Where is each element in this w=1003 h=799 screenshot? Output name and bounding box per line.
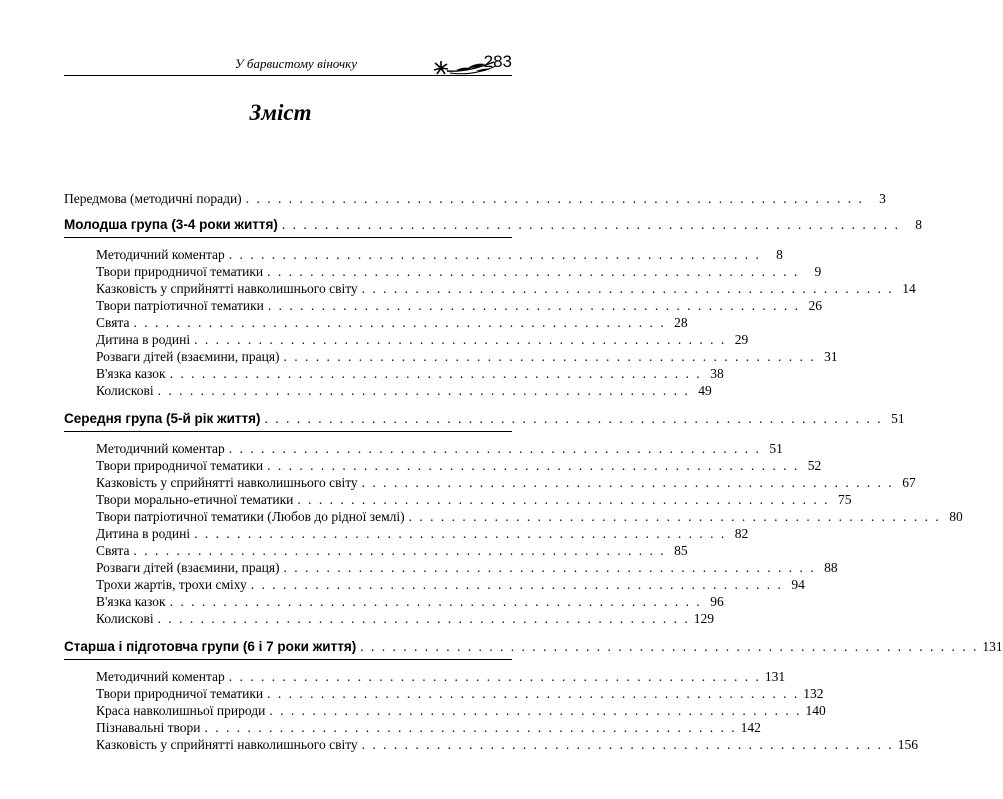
toc-entry-label: Колискові	[96, 611, 154, 626]
dot-leader: . . . . . . . . . . . . . . . . . . . . . . . . . . . . . . . . . . . . . . . . . . . . . . . . . .	[283, 349, 816, 364]
toc-entry-page: 67	[902, 475, 916, 490]
dot-leader: . . . . . . . . . . . . . . . . . . . . . . . . . . . . . . . . . . . . . . . . . . . . . . . . . .	[169, 594, 702, 609]
toc-entry[interactable]	[64, 525, 749, 542]
dot-leader: . . . . . . . . . . . . . . . . . . . . . . . . . . . . . . . . . . . . . . . . . . . . . . . . . .	[169, 366, 702, 381]
toc-entry-label: Передмова (методичні поради)	[64, 191, 242, 206]
dot-leader: . . . . . . . . . . . . . . . . . . . . . . . . . . . . . . . . . . . . . . . . . . . . . . . . . . . . . . . . . .	[360, 639, 979, 654]
toc-section-label: Старша і підготовча групи (6 і 7 роки життя)	[64, 639, 357, 654]
toc-entry-label: Твори морально-етичної тематики	[96, 492, 294, 507]
toc-section-label: Молодша група (3-4 роки життя)	[64, 217, 278, 232]
toc-entry[interactable]	[64, 382, 712, 399]
dot-leader: . . . . . . . . . . . . . . . . . . . . . . . . . . . . . . . . . . . . . . . . . . . . . . . . . .	[157, 611, 690, 626]
toc-entry-page: 26	[808, 298, 822, 313]
toc-entry-label: Розваги дітей (взаємини, праця)	[96, 560, 280, 575]
toc-entry[interactable]	[64, 365, 724, 382]
toc-entry[interactable]	[64, 457, 822, 474]
toc-entry-label: Твори природничої тематики	[96, 686, 264, 701]
toc-entry[interactable]	[64, 263, 822, 280]
toc-entry-label: Методичний коментар	[96, 441, 225, 456]
toc-section-heading[interactable]	[64, 637, 1003, 657]
toc-entry-page: 52	[807, 458, 822, 473]
toc-entry-label: В'язка казок	[96, 594, 166, 609]
toc-entry-page: 131	[764, 669, 786, 684]
dot-leader: . . . . . . . . . . . . . . . . . . . . . . . . . . . . . . . . . . . . . . . . . . . . . . . . . .	[133, 543, 666, 558]
dot-leader: . . . . . . . . . . . . . . . . . . . . . . . . . . . . . . . . . . . . . . . . . . . . . . . . . . . . . . . . . .	[281, 217, 900, 232]
toc-entry-label: Твори природничої тематики	[96, 264, 264, 279]
toc-entry-label: Методичний коментар	[96, 669, 225, 684]
toc-entry-label: Дитина в родині	[96, 526, 191, 541]
toc-entry[interactable]	[64, 702, 826, 719]
dot-leader: . . . . . . . . . . . . . . . . . . . . . . . . . . . . . . . . . . . . . . . . . . . . . . . . . .	[283, 560, 816, 575]
toc-section-page: 8	[915, 217, 922, 232]
dot-leader: . . . . . . . . . . . . . . . . . . . . . . . . . . . . . . . . . . . . . . . . . . . . . . . . . .	[361, 281, 894, 296]
dot-leader: . . . . . . . . . . . . . . . . . . . . . . . . . . . . . . . . . . . . . . . . . . . . . . . . . .	[267, 298, 800, 313]
toc-entry[interactable]	[64, 246, 783, 263]
toc-entry[interactable]	[64, 348, 838, 365]
toc-entry-label: Свята	[96, 315, 130, 330]
toc-entry-page: 132	[803, 686, 824, 701]
dot-leader: . . . . . . . . . . . . . . . . . . . . . . . . . . . . . . . . . . . . . . . . . . . . . . . . . .	[267, 686, 800, 701]
toc-entry[interactable]	[64, 314, 688, 331]
toc-entry-label: Розваги дітей (взаємини, праця)	[96, 349, 280, 364]
toc-entry[interactable]	[64, 474, 916, 491]
toc-entry-label: Казковість у сприйнятті навколишнього світу	[96, 475, 358, 490]
toc-entry[interactable]	[64, 736, 919, 753]
dot-leader: . . . . . . . . . . . . . . . . . . . . . . . . . . . . . . . . . . . . . . . . . . . . . . . . . .	[133, 315, 666, 330]
dot-leader: . . . . . . . . . . . . . . . . . . . . . . . . . . . . . . . . . . . . . . . . . . . . . . . . . .	[157, 383, 690, 398]
toc-entry-page: 140	[805, 703, 826, 718]
toc-entry-label: Краса навколишньої природи	[96, 703, 266, 718]
toc-entry[interactable]	[64, 685, 824, 702]
toc-entry-label: Методичний коментар	[96, 247, 225, 262]
toc-entry-page: 75	[838, 492, 852, 507]
dot-leader: . . . . . . . . . . . . . . . . . . . . . . . . . . . . . . . . . . . . . . . . . . . . . . . . . .	[250, 577, 783, 592]
toc-section-heading[interactable]	[64, 409, 905, 429]
toc-entry-page: 94	[791, 577, 805, 592]
toc-section-label: Середня група (5-й рік життя)	[64, 411, 261, 426]
running-header	[64, 52, 512, 80]
toc-entry-page: 142	[740, 720, 761, 735]
toc-entry[interactable]	[64, 491, 852, 508]
toc-entry-page: 14	[902, 281, 916, 296]
dot-leader: . . . . . . . . . . . . . . . . . . . . . . . . . . . . . . . . . . . . . . . . . . . . . . . . . .	[228, 669, 761, 684]
toc-entry-page: 85	[674, 543, 688, 558]
toc-entry[interactable]	[64, 610, 714, 627]
toc-entry-page: 8	[776, 247, 783, 262]
toc-entry-page: 156	[897, 737, 919, 752]
toc-section-page: 131	[982, 639, 1003, 654]
dot-leader: . . . . . . . . . . . . . . . . . . . . . . . . . . . . . . . . . . . . . . . . . . . . . . . . . .	[297, 492, 830, 507]
toc-entry-page: 3	[879, 191, 886, 206]
dot-leader: . . . . . . . . . . . . . . . . . . . . . . . . . . . . . . . . . . . . . . . . . . . . . . . . . .	[228, 441, 761, 456]
toc-entry-page: 49	[698, 383, 712, 398]
toc-entry-label: Казковість у сприйнятті навколишнього світу	[96, 281, 358, 296]
toc-entry-page: 28	[674, 315, 688, 330]
toc-entry[interactable]	[64, 508, 963, 525]
toc-entry-page: 38	[710, 366, 724, 381]
toc-entry-label: В'язка казок	[96, 366, 166, 381]
toc-entry[interactable]	[64, 542, 688, 559]
dot-leader: . . . . . . . . . . . . . . . . . . . . . . . . . . . . . . . . . . . . . . . . . . . . . . . . . . . . . . . . . .	[264, 411, 883, 426]
toc-entry[interactable]	[64, 280, 916, 297]
toc-entry-label: Твори патріотичної тематики	[96, 298, 264, 313]
dot-leader: . . . . . . . . . . . . . . . . . . . . . . . . . . . . . . . . . . . . . . . . . . . . . . . . . .	[204, 720, 737, 735]
dot-leader: . . . . . . . . . . . . . . . . . . . . . . . . . . . . . . . . . . . . . . . . . . . . . . . . . .	[361, 737, 894, 752]
toc-title: Зміст	[249, 100, 312, 125]
toc-entry-label: Колискові	[96, 383, 154, 398]
toc-entry[interactable]	[64, 440, 783, 457]
toc-entry-label: Казковість у сприйнятті навколишнього світу	[96, 737, 358, 752]
toc-entry-page: 82	[734, 526, 749, 541]
toc-entry-preface[interactable]	[64, 189, 886, 209]
dot-leader: . . . . . . . . . . . . . . . . . . . . . . . . . . . . . . . . . . . . . . . . . . . . . . . . . .	[267, 264, 800, 279]
page-number: 283	[483, 52, 512, 71]
toc-entry-label: Пізнавальні твори	[96, 720, 201, 735]
table-of-contents	[64, 189, 1003, 753]
toc-entry[interactable]	[64, 559, 838, 576]
toc-section-heading[interactable]	[64, 215, 922, 235]
toc-entry-page: 51	[769, 441, 783, 456]
header-rule	[64, 75, 512, 76]
toc-entry-page: 80	[949, 509, 963, 524]
dot-leader: . . . . . . . . . . . . . . . . . . . . . . . . . . . . . . . . . . . . . . . . . . . . . . . . . .	[269, 703, 802, 718]
toc-entry-label: Трохи жартів, трохи сміху	[96, 577, 247, 592]
toc-entry-page: 96	[710, 594, 724, 609]
dot-leader: . . . . . . . . . . . . . . . . . . . . . . . . . . . . . . . . . . . . . . . . . . . . . . . . . .	[194, 526, 727, 541]
toc-entry-label: Свята	[96, 543, 130, 558]
toc-entry[interactable]	[64, 576, 805, 593]
dot-leader: . . . . . . . . . . . . . . . . . . . . . . . . . . . . . . . . . . . . . . . . . . . . . . . . . .	[361, 475, 894, 490]
toc-section-page: 51	[891, 411, 905, 426]
dot-leader: . . . . . . . . . . . . . . . . . . . . . . . . . . . . . . . . . . . . . . . . . . . . . . . . . .	[194, 332, 727, 347]
toc-entry-page: 9	[814, 264, 822, 279]
toc-entry[interactable]	[64, 297, 822, 314]
running-title: У барвистому віночку	[234, 56, 357, 71]
toc-entry-page: 129	[693, 611, 714, 626]
toc-entry-page: 88	[824, 560, 838, 575]
toc-entry-label: Твори природничої тематики	[96, 458, 264, 473]
dot-leader: . . . . . . . . . . . . . . . . . . . . . . . . . . . . . . . . . . . . . . . . . . . . . . . . . . . . . . . . . .	[245, 191, 864, 206]
dot-leader: . . . . . . . . . . . . . . . . . . . . . . . . . . . . . . . . . . . . . . . . . . . . . . . . . .	[228, 247, 761, 262]
toc-entry-page: 29	[734, 332, 749, 347]
toc-entry-label: Твори патріотичної тематики (Любов до рідної землі)	[96, 509, 405, 524]
toc-entry[interactable]	[64, 668, 786, 685]
dot-leader: . . . . . . . . . . . . . . . . . . . . . . . . . . . . . . . . . . . . . . . . . . . . . . . . . .	[408, 509, 941, 524]
toc-entry[interactable]	[64, 331, 749, 348]
toc-entry[interactable]	[64, 593, 724, 610]
dot-leader: . . . . . . . . . . . . . . . . . . . . . . . . . . . . . . . . . . . . . . . . . . . . . . . . . .	[267, 458, 800, 473]
toc-entry-page: 31	[824, 349, 838, 364]
toc-entry[interactable]	[64, 719, 761, 736]
toc-entry-label: Дитина в родині	[96, 332, 191, 347]
